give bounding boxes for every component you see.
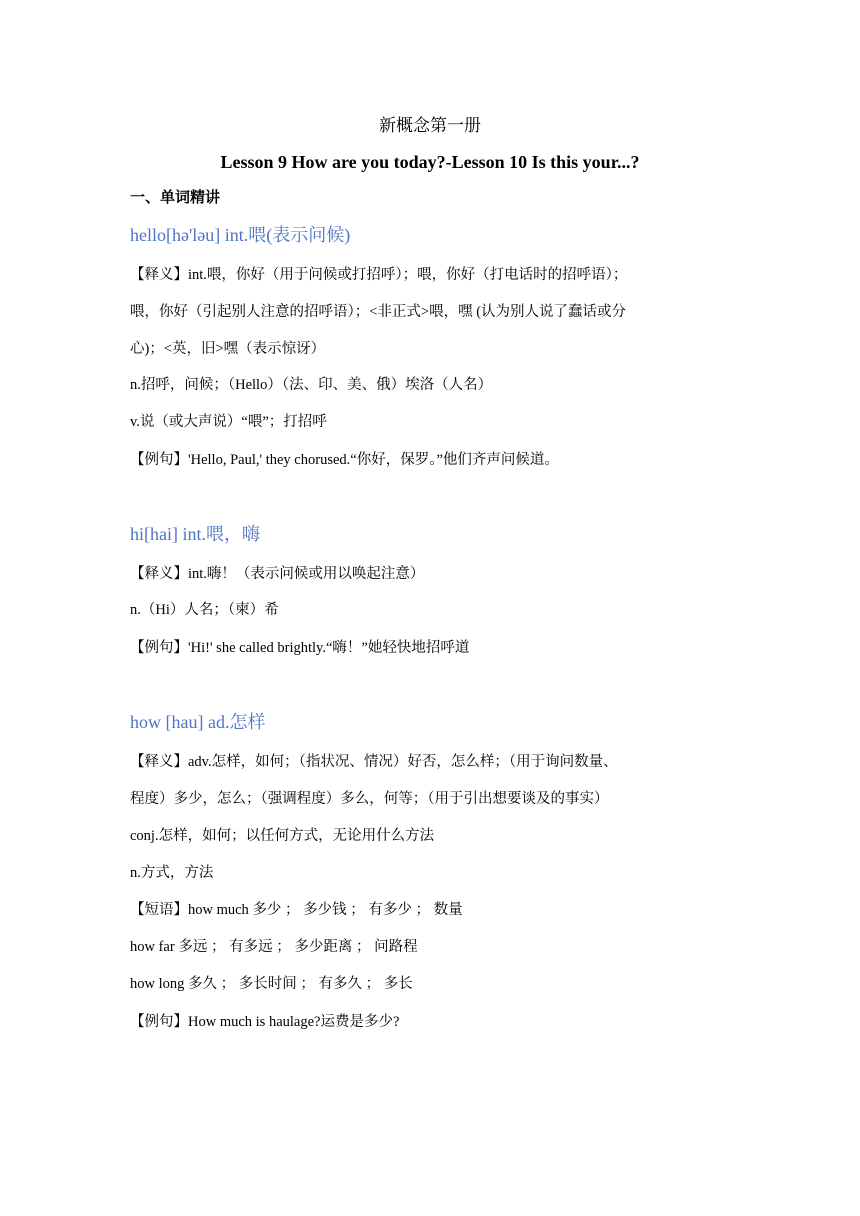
entry-line: 心)；<英，旧>嘿（表示惊讶） xyxy=(130,341,326,357)
section-heading: 一、单词精讲 xyxy=(130,188,221,206)
entry-line: 【释义】adv.怎样，如何；（指状况、情况）好否，怎么样；（用于询问数量、 xyxy=(130,754,618,770)
entry-line: n.方式，方法 xyxy=(130,865,214,881)
entry-heading-how: how [hau] ad.怎样 xyxy=(130,712,266,732)
entry-line: n.（Hi）人名；（柬）希 xyxy=(130,602,279,618)
entry-heading-hi: hi[hai] int.喂，嗨 xyxy=(130,524,260,544)
phrase-line: how long 多久 ； 多长时间 ； 有多久 ； 多长 xyxy=(130,976,413,992)
entry-line: 程度）多少，怎么；（强调程度）多么，何等；（用于引出想要谈及的事实） xyxy=(130,791,609,807)
entry-line: conj.怎样，如何；以任何方式，无论用什么方法 xyxy=(130,828,435,844)
example-sentence: 【例句】'Hi!' she called brightly.“嗨！”她轻快地招呼道 xyxy=(130,640,470,656)
document-title: 新概念第一册 xyxy=(379,116,481,136)
phrase-line: how far 多远 ； 有多远 ； 多少距离 ； 问路程 xyxy=(130,939,418,955)
entry-line: v.说（或大声说）“喂”；打招呼 xyxy=(130,414,327,430)
entry-line: 【释义】int.嗨！（表示问候或用以唤起注意） xyxy=(130,566,425,582)
example-sentence: 【例句】'Hello, Paul,' they chorused.“你好，保罗。”他们齐声问候道。 xyxy=(130,452,559,468)
entry-line: n.招呼，问候；（Hello）（法、印、美、俄）埃洛（人名） xyxy=(130,377,493,393)
phrase-line: 【短语】how much 多少 ； 多少钱 ； 有多少 ； 数量 xyxy=(130,902,463,918)
entry-line: 喂，你好（引起别人注意的招呼语）；<非正式>喂，嘿 (认为别人说了蠢话或分 xyxy=(130,304,627,320)
example-sentence: 【例句】How much is haulage?运费是多少? xyxy=(130,1014,400,1030)
lesson-subtitle: Lesson 9 How are you today?-Lesson 10 Is this your...? xyxy=(220,152,640,172)
entry-line: 【释义】int.喂，你好（用于问候或打招呼）；喂，你好（打电话时的招呼语）； xyxy=(130,267,628,283)
entry-heading-hello: hello[hə'ləu] int.喂(表示问候) xyxy=(130,225,351,245)
